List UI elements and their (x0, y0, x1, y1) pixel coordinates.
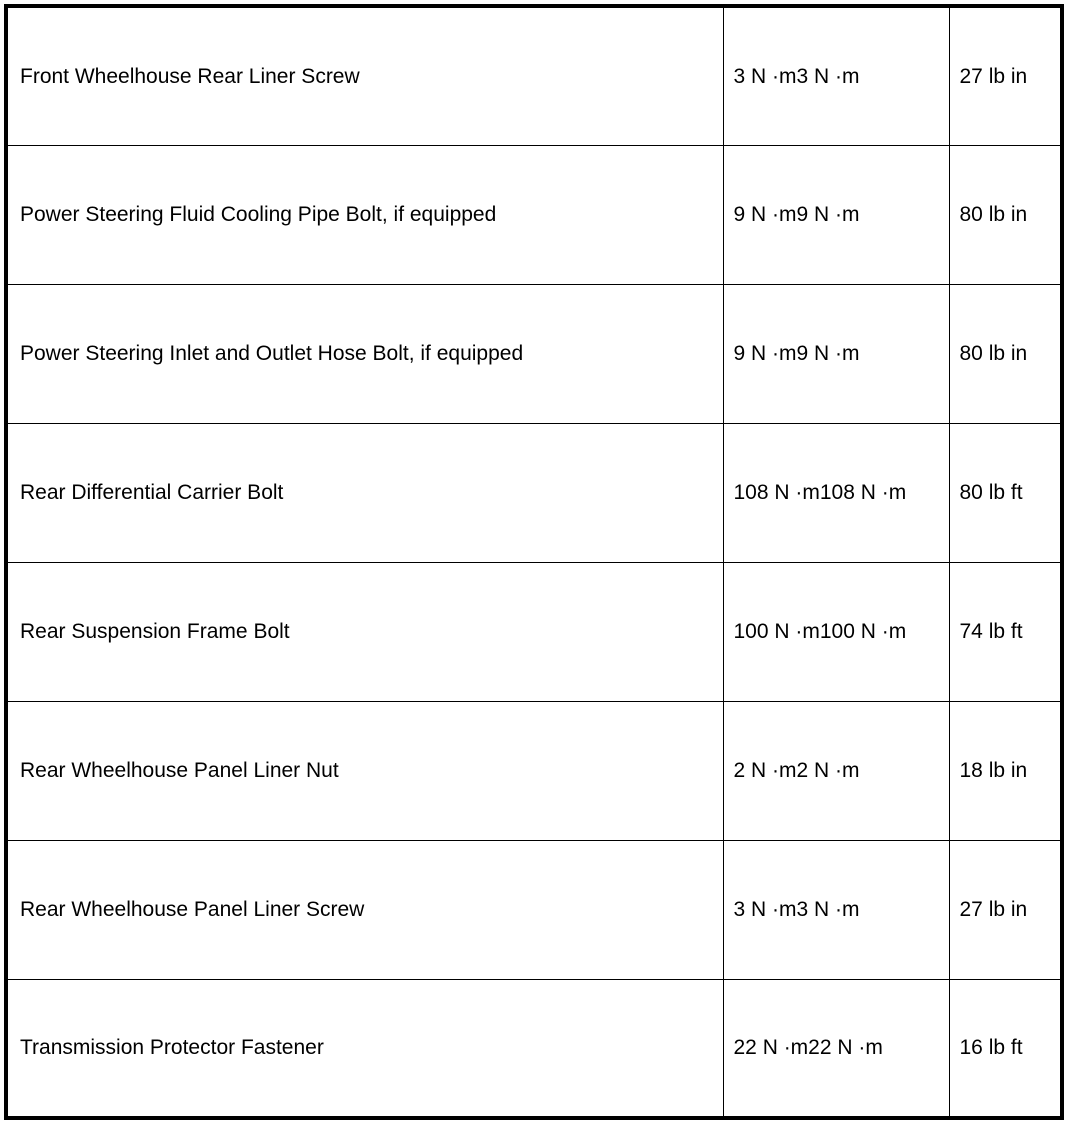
table-row (6, 840, 1062, 979)
metric-torque-cell: 3 N ·m3 N ·m (723, 6, 949, 145)
component-cell: Rear Wheelhouse Panel Liner Screw (6, 840, 723, 979)
table-row (6, 701, 1062, 840)
english-torque-cell: 74 lb ft (949, 562, 1062, 701)
component-cell: Power Steering Fluid Cooling Pipe Bolt, if equipped (6, 145, 723, 284)
table-row (6, 562, 1062, 701)
english-torque-cell: 18 lb in (949, 701, 1062, 840)
english-torque-cell: 27 lb in (949, 6, 1062, 145)
english-torque-cell: 80 lb in (949, 284, 1062, 423)
metric-torque-cell: 2 N ·m2 N ·m (723, 701, 949, 840)
component-cell: Rear Suspension Frame Bolt (6, 562, 723, 701)
metric-torque-cell: 9 N ·m9 N ·m (723, 145, 949, 284)
english-torque-cell: 80 lb ft (949, 423, 1062, 562)
english-torque-cell: 27 lb in (949, 840, 1062, 979)
component-cell: Front Wheelhouse Rear Liner Screw (6, 6, 723, 145)
component-cell: Transmission Protector Fastener (6, 979, 723, 1118)
table-row (6, 145, 1062, 284)
english-torque-cell: 80 lb in (949, 145, 1062, 284)
table-row (6, 6, 1062, 145)
component-cell: Power Steering Inlet and Outlet Hose Bolt, if equipped (6, 284, 723, 423)
metric-torque-cell: 3 N ·m3 N ·m (723, 840, 949, 979)
component-cell: Rear Differential Carrier Bolt (6, 423, 723, 562)
component-cell: Rear Wheelhouse Panel Liner Nut (6, 701, 723, 840)
english-torque-cell: 16 lb ft (949, 979, 1062, 1118)
table-row (6, 284, 1062, 423)
fastener-torque-table (4, 4, 1064, 1120)
metric-torque-cell: 100 N ·m100 N ·m (723, 562, 949, 701)
table-row (6, 423, 1062, 562)
table-row (6, 979, 1062, 1118)
metric-torque-cell: 9 N ·m9 N ·m (723, 284, 949, 423)
metric-torque-cell: 22 N ·m22 N ·m (723, 979, 949, 1118)
metric-torque-cell: 108 N ·m108 N ·m (723, 423, 949, 562)
